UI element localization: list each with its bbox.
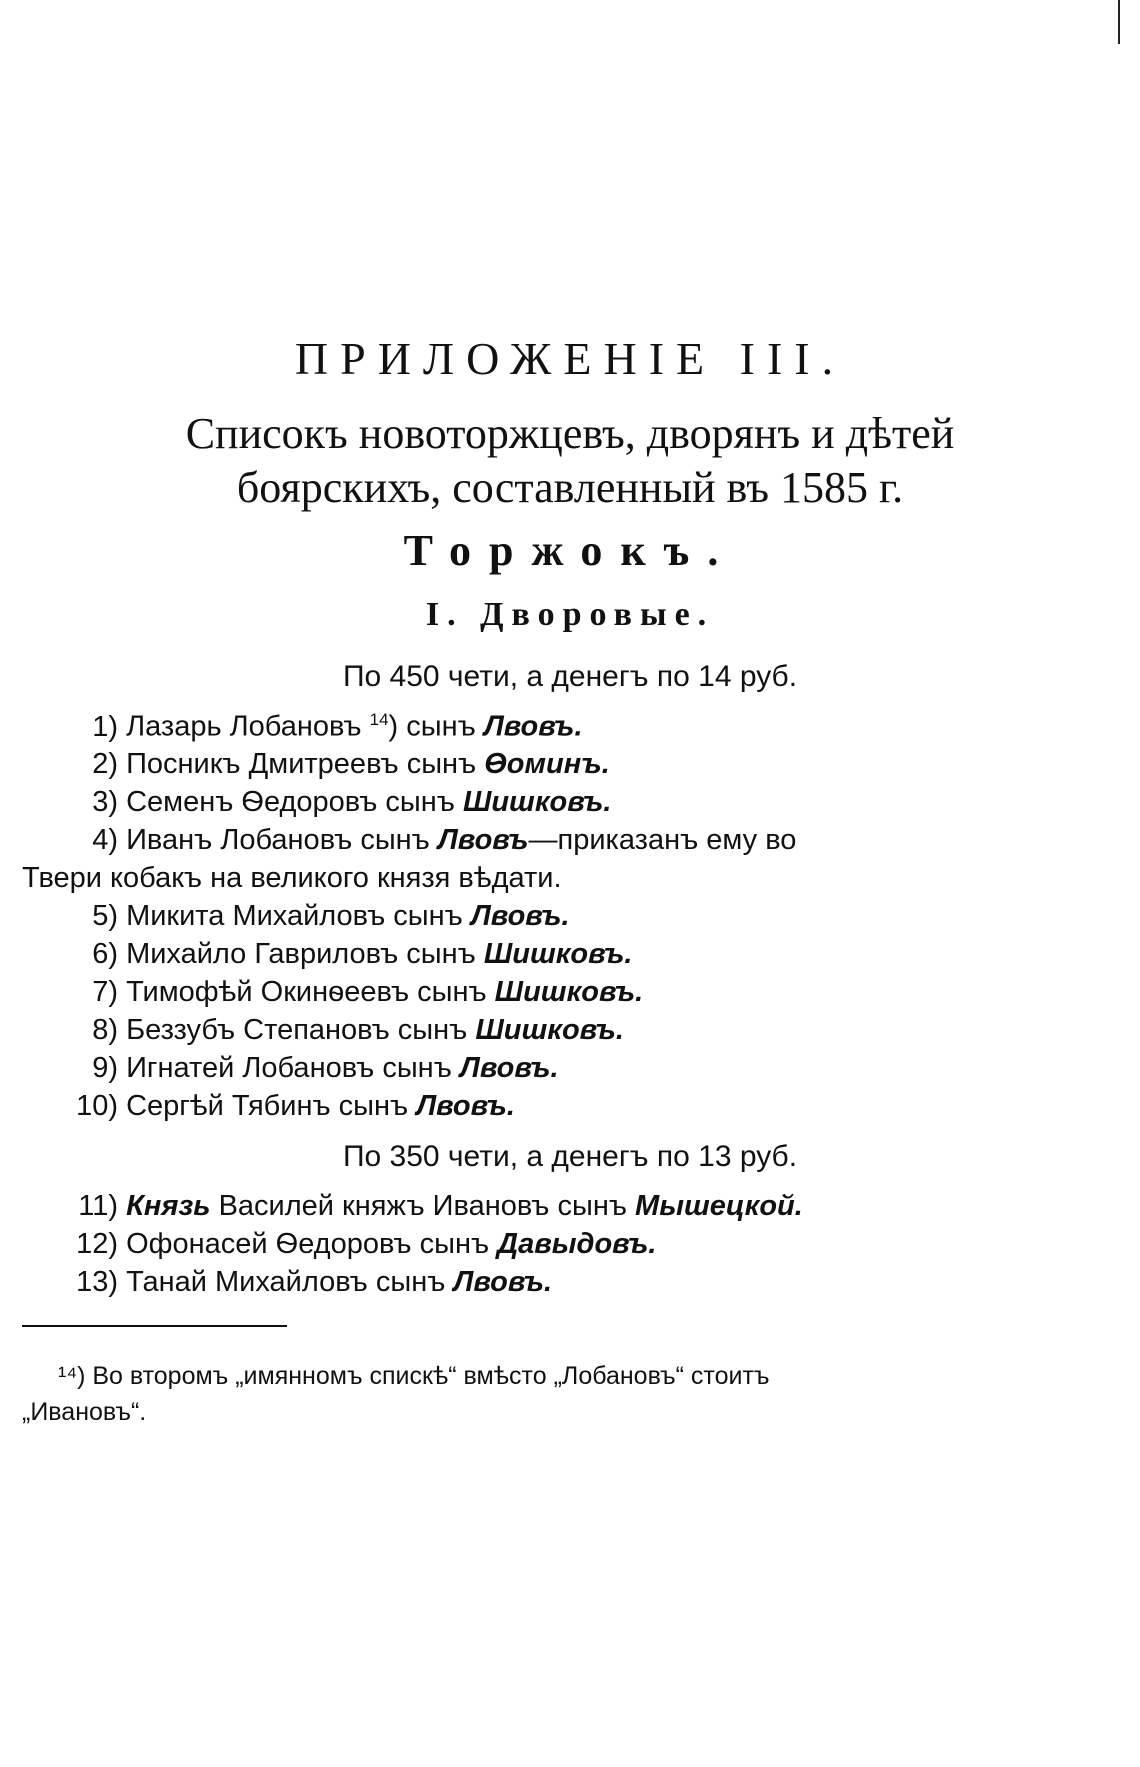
footnote-ref: 14	[369, 710, 389, 729]
entry-number: 7)	[92, 976, 118, 1008]
list-item	[0, 786, 1140, 819]
entry-surname: Шишковъ.	[475, 1014, 624, 1046]
entry-number: 8)	[92, 1014, 118, 1046]
section-heading: I. Дворовые.	[425, 596, 715, 633]
entry-surname: Шишковъ.	[483, 938, 633, 970]
entry-number: 1)	[92, 710, 118, 743]
entry-surname: Лвовъ.	[483, 710, 583, 743]
entry-surname: Лвовъ.	[459, 1052, 559, 1084]
entry-number: 12)	[76, 1228, 118, 1260]
entry-number: 13)	[76, 1266, 118, 1298]
entry-text: Микита Михайловъ сынъ	[126, 900, 463, 932]
entry-surname: Шишковъ.	[462, 786, 612, 818]
entry-text: Василей княжъ Ивановъ сынъ	[218, 1190, 627, 1222]
entry-title: Князь	[126, 1190, 211, 1222]
entry-surname: Лвовъ.	[470, 900, 570, 932]
entry-text: Иванъ Лобановъ сынъ	[126, 824, 430, 856]
entry-number: 2)	[92, 748, 118, 780]
entry-text: Михайло Гавриловъ сынъ	[126, 938, 476, 970]
subtitle-line-2: боярскихъ, составленный въ 1585 г.	[236, 463, 904, 512]
list-item	[0, 1052, 1140, 1085]
entry-number: 9)	[92, 1052, 118, 1084]
subtitle-line-1: Списокъ новоторжцевъ, дворянъ и дѣтей	[185, 409, 955, 458]
entry-surname: Лвовъ	[437, 824, 529, 856]
list-item	[0, 1090, 1140, 1123]
entry-text: Сергѣй Тябинъ сынъ	[126, 1090, 409, 1122]
entry-text: Тимофѣй Окинѳеевъ сынъ	[126, 976, 487, 1008]
entry-continuation: Твери кобакъ на великого князя вѣдати.	[22, 862, 562, 894]
entry-surname: Ѳоминъ.	[484, 748, 610, 780]
entry-mid: ) сынъ	[388, 710, 476, 743]
entry-number: 5)	[92, 900, 118, 932]
scan-edge-mark	[1118, 0, 1120, 44]
appendix-title: ПРИЛОЖЕНІЕ III.	[294, 333, 846, 384]
list-item	[0, 1266, 1140, 1299]
entry-text: Беззубъ Степановъ сынъ	[126, 1014, 468, 1046]
list-item	[0, 976, 1140, 1009]
entry-number: 11)	[78, 1190, 118, 1222]
entry-text: Игнатей Лобановъ сынъ	[126, 1052, 452, 1084]
entry-surname: Лвовъ.	[453, 1266, 553, 1298]
entry-number: 10)	[76, 1090, 118, 1122]
list-item	[0, 824, 1140, 857]
rate-heading-350: По 350 чети, а денегъ по 13 руб.	[342, 1140, 798, 1173]
list-item	[0, 1014, 1140, 1047]
entry-number: 6)	[92, 938, 118, 970]
entry-rest: —приказанъ ему во	[528, 824, 797, 856]
entry-text: Лазарь Лобановъ	[126, 710, 362, 743]
entry-number: 3)	[92, 786, 118, 818]
entry-surname: Лвовъ.	[416, 1090, 515, 1122]
entry-text: Посникъ Дмитреевъ сынъ	[126, 748, 477, 780]
entry-surname: Шишковъ.	[494, 976, 644, 1008]
footnote-divider	[22, 1325, 287, 1327]
entry-text: Офонасей Ѳедоровъ сынъ	[126, 1228, 490, 1260]
entry-number: 4)	[92, 824, 118, 856]
rate-heading-450: По 450 чети, а денегъ по 14 руб.	[342, 660, 798, 693]
entry-text: Танай Михайловъ сынъ	[126, 1266, 446, 1298]
list-item	[0, 748, 1140, 781]
list-item	[0, 1228, 1140, 1261]
entry-surname: Давыдовъ.	[497, 1228, 657, 1260]
town-heading: Торжокъ.	[403, 526, 737, 575]
footnote-line-1: ¹⁴) Во второмъ „имянномъ спискѣ“ вмѣсто „Лобановъ“ стоитъ	[58, 1362, 770, 1390]
list-item	[0, 1190, 1140, 1223]
footnote-line-2: „Ивановъ“.	[22, 1398, 147, 1426]
list-item	[0, 938, 1140, 971]
list-item	[0, 900, 1140, 933]
entry-text: Семенъ Ѳедоровъ сынъ	[126, 786, 455, 818]
list-item	[0, 710, 1140, 744]
entry-surname: Мышецкой.	[635, 1190, 803, 1222]
